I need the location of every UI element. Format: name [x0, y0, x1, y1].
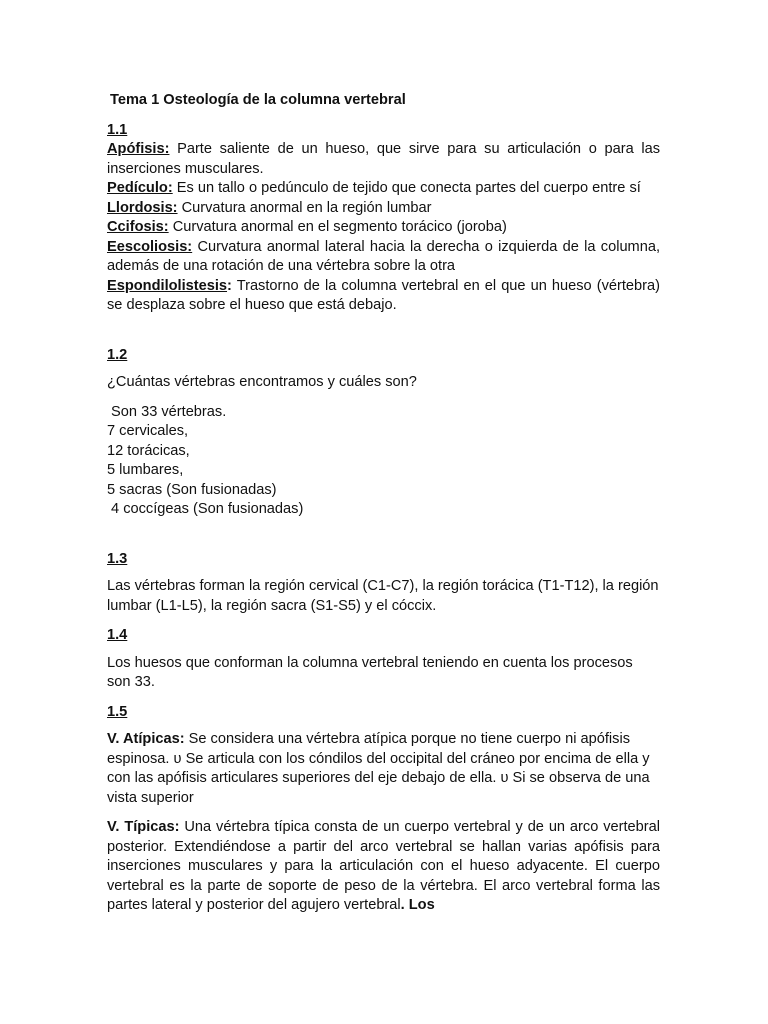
term-colon: : — [227, 277, 232, 294]
list-item: 7 cervicales, — [107, 423, 189, 439]
term-eescoliosis: Eescoliosis: — [107, 238, 193, 255]
section-heading-1-5: 1.5 — [107, 703, 128, 720]
definition-text: Parte saliente de un hueso, que sirve para su articulación o para las inserciones musculares. — [107, 141, 660, 177]
section-text-1-4: Los huesos que conforman la columna vertebral teniendo en cuenta los procesos son 33. — [107, 654, 633, 690]
definition-text: Es un tallo o pedúnculo de tejido que conecta partes del cuerpo entre sí — [172, 180, 641, 196]
section-heading-1-2: 1.2 — [107, 346, 128, 363]
definition-text: Trastorno de la columna vertebral en el que un hueso (vértebra) se desplaza sobre el hueso que está debajo. — [107, 277, 660, 313]
definition-text: Curvatura anormal lateral hacia la derecha o izquierda de la columna, además de una rotación de una vértebra sobre la otra — [107, 238, 660, 274]
definition-espondilolistesis — [107, 277, 660, 316]
definition-pediculo — [107, 179, 660, 199]
paragraph-atipicas — [107, 730, 660, 808]
list-item: Son 33 vértebras. — [107, 403, 227, 420]
section-heading-1-1: 1.1 — [107, 121, 128, 138]
term-tipicas: V. Típicas: — [107, 819, 180, 835]
document-body — [107, 91, 660, 916]
section-text-1-3: Las vértebras forman la región cervical (C1-C7), la región torácica (T1-T12), la región lumbar (L1-L5), la región sacra (S1-S5) y el cóccix. — [107, 578, 659, 614]
paragraph-tipicas — [107, 818, 660, 916]
term-espondilolistesis: Espondilolistesis — [107, 277, 228, 294]
list-item: 5 lumbares, — [107, 462, 184, 478]
paragraph-text: Una vértebra típica consta de un cuerpo vertebral y de un arco vertebral posterior. Extendiéndose a partir del arco vertebral se hallan varias apófisis para inserciones musculares y para la articulación con el hueso adyacente. El cuerpo vertebral es la parte de soporte de peso de la vértebra. El arco vertebral forma las partes lateral y posterior del agujero vertebral — [107, 819, 660, 913]
term-llordosis: Llordosis: — [107, 199, 178, 216]
paragraph-text: Se considera una vértebra atípica porque no tiene cuerpo ni apófisis espinosa. υ Se articula con los cóndilos del occipital del cráneo por encima de ella y con las apófisis articulares superiores del eje debajo de ella. υ Si se observa de una vista superior — [107, 731, 650, 806]
definition-text: Curvatura anormal en la región lumbar — [177, 199, 432, 216]
definition-eescoliosis — [107, 238, 660, 277]
paragraph-tail: . Los — [400, 897, 435, 913]
list-item: 12 torácicas, — [107, 442, 190, 459]
term-atipicas: V. Atípicas: — [107, 731, 185, 747]
list-item: 4 coccígeas (Son fusionadas) — [107, 501, 304, 517]
definition-ccifosis — [107, 218, 660, 238]
definition-llordosis — [107, 199, 660, 219]
term-ccifosis: Ccifosis: — [107, 219, 169, 235]
question-text: ¿Cuántas vértebras encontramos y cuáles son? — [107, 374, 417, 390]
term-pediculo: Pedículo: — [107, 180, 173, 196]
list-item: 5 sacras (Son fusionadas) — [107, 481, 277, 498]
definition-text: Curvatura anormal en el segmento torácico (joroba) — [168, 219, 507, 235]
section-heading-1-4: 1.4 — [107, 627, 128, 643]
term-apofisis: Apófisis: — [107, 141, 170, 157]
document-title: Tema 1 Osteología de la columna vertebral — [110, 92, 406, 108]
definition-apofisis — [107, 140, 660, 179]
section-heading-1-3: 1.3 — [107, 550, 128, 567]
